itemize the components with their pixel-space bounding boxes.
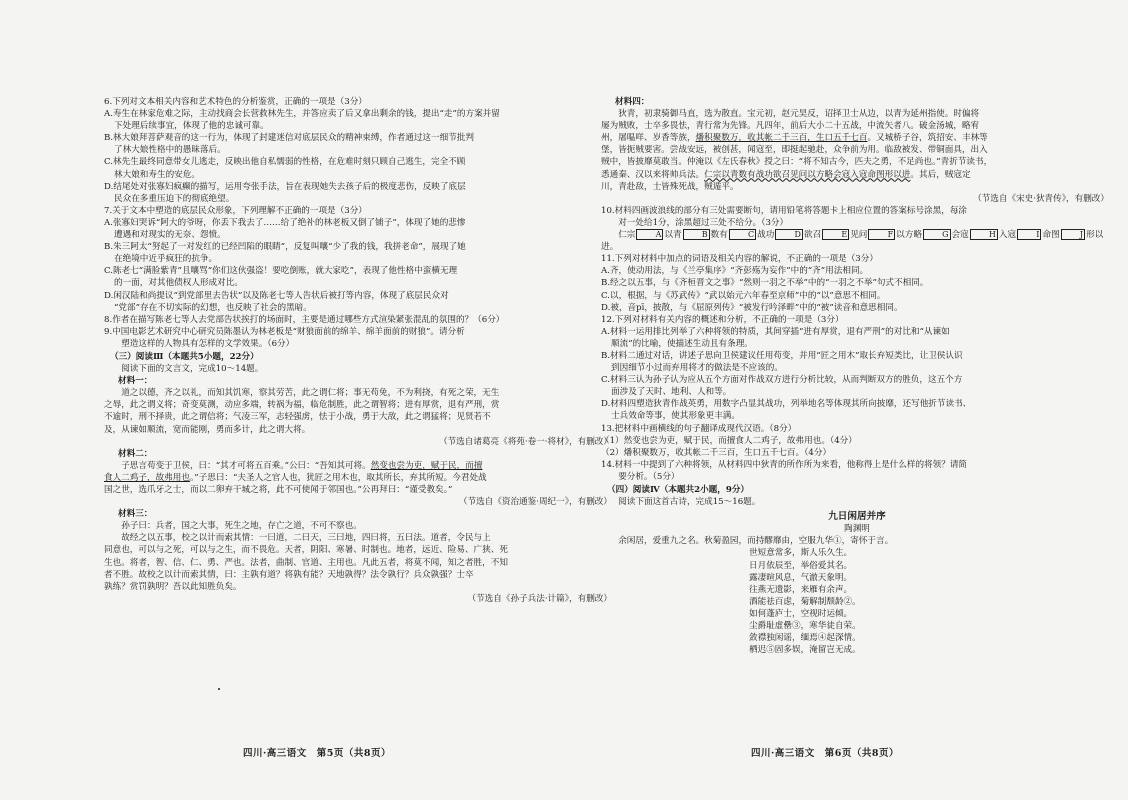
segment: 入寇 [998, 230, 1017, 241]
q13-sentence-2: （2）燔积聚数万，收其帐二千三百，生口五千七百。（4分） [601, 447, 832, 458]
q11-option-d: D.被，音pī，披散，与《屈原列传》“被发行吟泽畔”中的“被”读音和意思相同。 [601, 302, 903, 313]
section-3-heading: （三）阅读Ⅲ（本题共5小题，22分） [110, 351, 259, 362]
material-3-line5: 者不胜。故校之以计而索其情，曰：主孰有道？将孰有能？天地孰得？法令孰行？兵众孰强？士卒 [104, 569, 474, 580]
q13-stem: 13.把材料中画横线的句子翻译成现代汉语。（8分） [601, 423, 797, 434]
q12-stem: 12.下列对材料有关内容的概述和分析，不正确的一项是（3分） [601, 314, 844, 325]
q12-option-c-cont: 面涉及了天时、地利、人和等。 [611, 387, 732, 398]
material-3-line2: 故经之以五事，校之以计而索其情：一曰道，二曰天，三曰地，四曰将，五曰法。道者，令民与上 [121, 533, 491, 544]
q6-option-b: B.林大娘拜菩萨观音的这一行为，体现了封建迷信对底层民众的精神束缚，作者通过这一细节批判 [104, 133, 474, 144]
material-4-line3 [601, 132, 1113, 144]
page-5 [104, 96, 616, 605]
answer-box-d[interactable]: D [775, 229, 803, 240]
material-2-text: 子思言苟变于卫侯，曰：“其才可将五百乘。”公曰：“吾知其可将。 [121, 460, 371, 471]
material-1-line2: 之辱，此之谓义将；奇变莫测，动应多端，转祸为福，临危制胜，此之谓智将；进有厚赏，退有严刑，赏 [104, 400, 500, 411]
q7-stem: 7.关于文本中塑造的底层民众形象，下列理解不正确的一项是（3分） [104, 205, 367, 216]
material-4-line5: 贼中，皆披靡莫敢当。仲淹以《左氏春秋》授之曰：“将不知古今，匹夫之勇，不足尚也。”青折节读书， [601, 157, 993, 168]
page-6 [601, 96, 1113, 656]
q7-option-a: A.张寡妇哭诉“阿大的爷呀，你丢下我去了……给了绝补的林老板又倒了铺子”，体现了她的悲惨 [104, 217, 466, 228]
segment: 战功 [757, 230, 775, 241]
material-3-line6: 孰练？赏罚孰明？吾以此知胜负矣。 [104, 581, 242, 592]
material-1-line4: 及，从谏如顺流，宽而能刚，勇而多计，此之谓大将。 [104, 424, 311, 435]
wavy-underlined-sentence: 仁宗以青数有战功欲召见问以方略会寇入寇命图形以进 [704, 169, 911, 180]
poem-preface: 余闲居，爱重九之名。秋菊盈园，而持醪靡由，空服九华①，寄怀于言。 [618, 536, 894, 547]
poem-line: 日月依辰至，举俗爱其名。 [749, 560, 853, 571]
q10-line2: 对一处给1分，涂黑超过三处不给分。（3分） [618, 217, 789, 228]
material-3-source: （节选自《孙子兵法·计篇》，有删改） [467, 593, 612, 604]
material-2-source: （节选自《资治通鉴·周纪一》，有删改） [458, 497, 612, 508]
poem-author: 陶渊明 [844, 524, 870, 535]
material-4-line4: 堡，皆扼贼要害。尝战安远，被创甚，闻寇至，即挺起驰赴，众争前为用。临敌被发、带铜面具，出入 [601, 145, 988, 156]
material-4-text: 悉通秦、汉以来将帅兵法。 [601, 169, 705, 180]
answer-box-b[interactable]: B [683, 229, 710, 240]
answer-box-e[interactable]: E [822, 229, 849, 240]
q10-line1: 10.材料四画波浪线的部分有三处需要断句，请用铅笔将答题卡上相应位置的答案标号涂黑，每涂 [601, 205, 968, 216]
q6-option-c-cont: 林大娘和寿生的安危。 [114, 169, 200, 180]
q11-option-b: B.经之以五事，与《齐桓晋文之事》“然则一羽之不举”中的“一羽之不举”句式不相同。 [601, 278, 929, 289]
q12-option-b-cont: 到因细节小过而弃用将才的做法是不应该的。 [611, 363, 783, 374]
underlined-sentence-1b: 食人二鸡子，故弗用也 [104, 472, 190, 483]
material-2-line1 [104, 460, 616, 472]
q6-option-a: A.寿生在林家危难之际，主动找商会长营救林先生，并答应卖了后又拿出剩余的钱，提出“走”的方案并留 [104, 109, 500, 120]
poem-line: 栖迟⑤固多娱，淹留岂无成。 [749, 645, 861, 656]
q12-option-d-cont: 士兵效命等事，使其形象更丰满。 [611, 411, 740, 422]
q6-option-d-cont: 民众在多重压迫下的彻底绝望。 [114, 193, 235, 204]
poem-line: 酒能祛百虑，菊解制颓龄②。 [749, 596, 861, 607]
q7-option-b-cont: 在绝境中近乎疯狂的抗争。 [114, 254, 218, 265]
q6-option-d: D.结尾处对张寡妇疯癫的描写，运用夸张手法，旨在表现她失去孩子后的极度悲伤，反映了底层 [104, 181, 466, 192]
segment: 会寇 [951, 230, 969, 241]
answer-box-c[interactable]: C [729, 229, 756, 240]
q12-option-b: B.材料二通过对话，讲述子思向卫侯建议任用苟变，并用“匠之用木”取长弃短类比，让卫侯认识 [601, 350, 963, 361]
segment: 数有 [710, 230, 728, 241]
q6-option-c: C.林先生最终同意带女儿逃走，反映出他自私懦弱的性格，在危难时刻只顾自己逃生，完全不顾 [104, 157, 466, 168]
page-6-footer: 四川·高三语文 第6页（共8页） [751, 748, 900, 759]
q14-line2: 要分析。（5分） [618, 471, 680, 482]
material-1-line1: 道之以德，齐之以礼，而知其饥寒，察其劳苦，此之谓仁将；事无苟免，不为利挠，有死之荣，无生 [121, 388, 500, 399]
segment: 形以进。 [601, 230, 1104, 253]
page-5-footer: 四川·高三语文 第5页（共8页） [243, 748, 392, 759]
poem-line: 如何蓬庐士，空视时运倾。 [749, 608, 853, 619]
material-1-source: （节选自诸葛亮《将苑·卷一·将材》，有删改） [438, 436, 612, 447]
q7-option-c-cont: 的一面，对其他债权人形成对比。 [114, 278, 243, 289]
section-4-intro: 阅读下面这首古诗，完成15～16题。 [618, 497, 761, 508]
q12-option-a-cont: 顺流”的比喻，使描述生动且有条理。 [611, 338, 753, 349]
answer-box-i[interactable]: I [1017, 229, 1041, 240]
poem-line: 敛襟独闲谣，缅焉④起深情。 [749, 633, 861, 644]
poem-line: 露凄暄风息，气澈天象明。 [749, 572, 853, 583]
segment: 仁宗 [618, 230, 636, 241]
material-4-line6 [601, 169, 1113, 181]
q11-option-c: C.以，根据，与《苏武传》“武以始元六年春至京师”中的“以”意思不相同。 [601, 290, 886, 301]
q7-option-d-cont: “党部”存在不切实际的幻想，也反映了社会的黑暗。 [114, 302, 312, 313]
material-4-source: （节选自《宋史·狄青传》，有删改） [973, 193, 1109, 204]
poem-line: 尘爵耻虚罍③，寒华徒自荣。 [749, 621, 861, 632]
q7-option-a-cont: 遭遇和对现实的无奈、怨愤。 [114, 230, 226, 241]
print-speck [218, 688, 220, 690]
q11-stem: 11.下列对材料中加点的词语及相关内容的解说，不正确的一项是（3分） [601, 254, 878, 265]
q14-line1: 14.材料一中提到了六种将领，从材料四中狄青的所作所为来看，他称得上是什么样的将领？请简 [601, 459, 968, 470]
q12-option-d: D.材料四塑造狄青作战英勇，用数字凸显其战功，列举地名等体现其所向披靡，还写他折节读书、 [601, 399, 972, 410]
q12-option-c: C.材料三认为孙子认为应从五个方面对作战双方进行分析比较，从而判断双方的胜负，这五个方 [601, 375, 963, 386]
answer-box-a[interactable]: A [636, 229, 663, 240]
q7-option-b: B.朱三阿太“努起了一对发红的已经凹陷的眼睛”，反复叫嚷“少了我的钱，我拼老命”，展现了她 [104, 242, 466, 253]
material-4-text: 州，屠嗢咩、岁香等族， [601, 133, 696, 144]
answer-box-g[interactable]: G [923, 229, 951, 240]
q8: 8.作者在描写陈老七等人去党部告状挨打的场面时，主要是通过哪些方式渲染紧张混乱的氛围的？（6分） [104, 314, 505, 325]
poem-title: 九日闲居并序 [828, 511, 886, 523]
q6-option-a-cont: 下处理后续事宜，体现了他的忠诚可靠。 [114, 121, 269, 132]
q9-line1: 9.中国电影艺术研究中心研究员陈墨认为林老板是“财狼面前的绵羊、绵羊面前的财狼”。请分析 [104, 326, 465, 337]
poem-line: 往燕无遗影，来雁有余声。 [749, 584, 853, 595]
material-1-title: 材料一： [118, 376, 153, 387]
q6-stem: 6.下列对文本相关内容和艺术特色的分析鉴赏，正确的一项是（3分） [104, 97, 367, 107]
material-2-line3: 国之世，选爪牙之士，而以二卵弃干城之将，此不可使闻于邻国也。”公再拜曰：“谨受教矣。” [104, 485, 453, 495]
q10-segmented-sentence [601, 229, 1113, 253]
material-4-text: 。其后，贼寇定 [910, 169, 971, 180]
q12-option-a: A.材料一运用排比列举了六种将领的特质，其间穿插“进有厚赏，退有严刑”的对比和“从谏如 [601, 326, 950, 337]
q13-sentence-1: （1）然变也尝为吏，赋于民，而擅食人二鸡子，故弗用也。（4分） [601, 435, 857, 446]
material-4-line1: 狄青，初隶骑御马直，选为散直。宝元初，赵元昊反，诏择卫士从边，以青为延州指使。时偏将 [618, 109, 980, 120]
segment: 见问 [850, 230, 868, 241]
material-2-text: 。”子思曰：“夫圣人之官人也，犹匠之用木也，取其所长，弃其所短。今君处战 [189, 472, 487, 483]
material-4-line2: 屡为贼败，士卒多畏怯，青行常为先锋。凡四年，前后大小二十五战，中流矢者八。破金汤城，略宥 [601, 121, 980, 132]
material-3-line4: 生也。将者，智、信、仁、勇、严也。法者，曲制、官道、主用也。凡此五者，将莫不闻，知之者胜，不知 [104, 557, 508, 568]
segment: 欲召 [803, 230, 822, 241]
underlined-sentence-2: 燔积聚数万，收其帐二千三百，生口五千七百 [695, 133, 868, 144]
material-2-title: 材料二： [118, 448, 153, 459]
poem-line: 世短意常多，斯人乐久生。 [749, 548, 853, 559]
q7-option-d: D.闲汉陆和尚提议“到党部里去告状”以及陈老七等人告状后被打等内容，体现了底层民众对 [104, 290, 449, 301]
q9-line2: 塑造这样的人物具有怎样的文学效果。（6分） [121, 338, 295, 349]
material-3-line3: 同意也，可以与之死，可以与之生，而不畏危。天者，阴阳、寒暑、时制也。地者，远近、险易、广狭、死 [104, 545, 508, 556]
q7-option-c: C.陈老七“满脸紫青”且嚷骂“你们这伙强盗！要吃倒账，就大家吃”，表现了他性格中蛮横无理 [104, 266, 458, 277]
section-3-intro: 阅读下面的文言文，完成10～14题。 [121, 364, 264, 375]
material-2-line2 [104, 472, 616, 484]
material-4-text: 。又城桥子谷，筑招安、丰林等 [867, 133, 988, 144]
material-1-line3: 不逾时，刑不择贵，此之谓信将；气凌三军，志轻强虏，怯于小战，勇于大敌，此之谓猛将；见贤若不 [104, 412, 491, 423]
section-4-heading: （四）阅读Ⅳ（本题共2小题，9分） [607, 485, 750, 495]
material-3-title: 材料三： [118, 509, 153, 520]
material-4-line7: 川，青赴敌，士皆殊死战，贼遁平。 [601, 181, 739, 192]
answer-box-f[interactable]: F [868, 229, 895, 240]
segment: 以方略 [896, 230, 922, 241]
underlined-sentence-1a: 然变也尝为吏，赋于民，而擅 [370, 460, 483, 471]
material-4-title: 材料四： [615, 97, 650, 107]
answer-box-j[interactable]: J [1061, 229, 1085, 240]
q11-option-a: A.齐，使动用法，与《兰亭集序》“齐彭殇为妄作”中的“齐”用法相同。 [601, 266, 869, 277]
segment: 以青 [664, 230, 682, 241]
material-3-line1: 孙子曰：兵者，国之大事，死生之地，存亡之道，不可不察也。 [121, 521, 362, 532]
answer-box-h[interactable]: H [970, 229, 998, 240]
segment: 命图 [1042, 230, 1060, 241]
q6-option-b-cont: 了林大娘性格中的愚昧落后。 [114, 145, 226, 156]
